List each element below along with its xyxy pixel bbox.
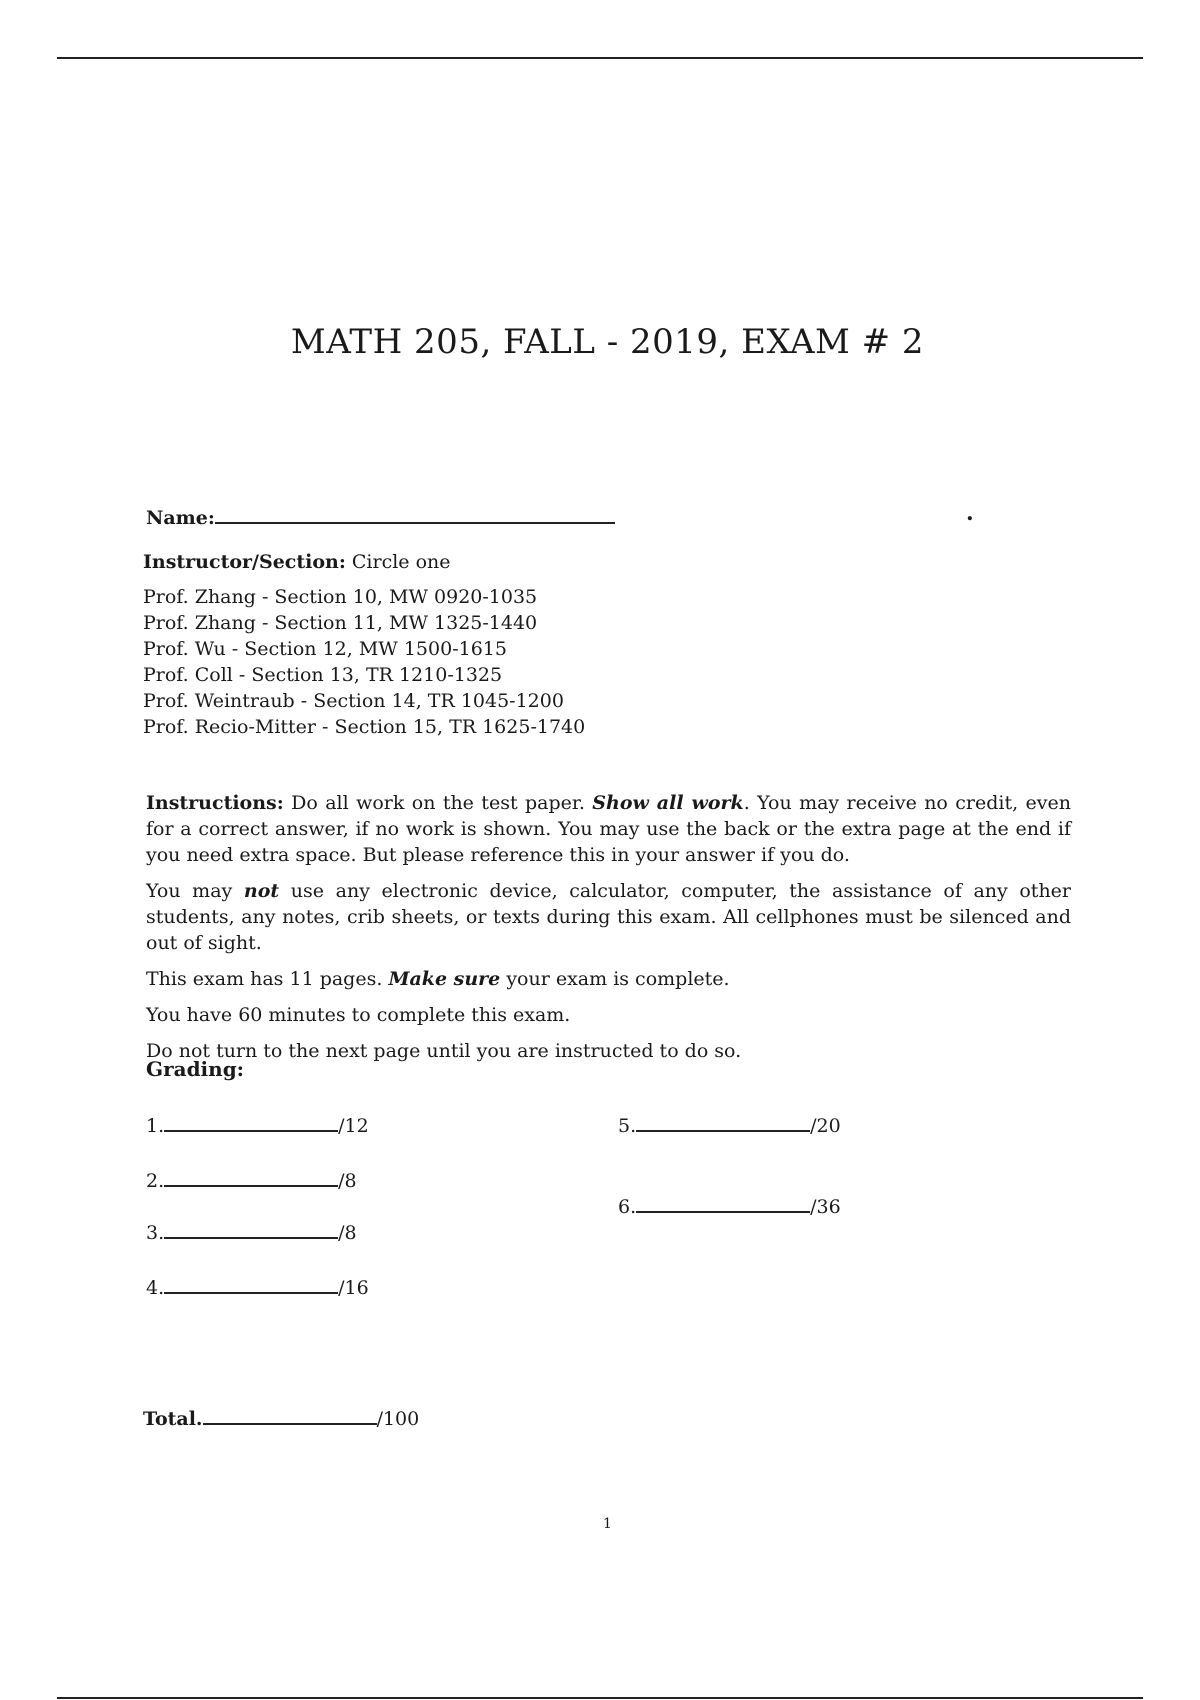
instructions-emphasis: not — [243, 880, 280, 902]
instructions-label: Instructions: — [146, 792, 284, 814]
instructor-section-row — [143, 549, 451, 575]
grade-max: /20 — [810, 1115, 841, 1137]
instructor-section-note: Circle one — [351, 551, 451, 573]
top-rule — [57, 57, 1143, 59]
bottom-rule — [57, 1697, 1143, 1699]
grade-max: /8 — [338, 1222, 357, 1244]
grade-row — [146, 1110, 369, 1137]
total-max: /100 — [376, 1408, 420, 1430]
grade-number: 4. — [146, 1277, 165, 1299]
grading-label: Grading: — [146, 1057, 245, 1081]
instructions-text: You may — [146, 880, 233, 902]
grade-number: 5. — [618, 1115, 637, 1137]
grade-row — [146, 1165, 357, 1192]
name-label: Name: — [146, 507, 215, 529]
instructor-section-label: Instructor/Section: — [143, 551, 346, 573]
instructions-paragraph-2 — [146, 878, 1071, 956]
page-number: 1 — [603, 1516, 612, 1532]
grade-number: 1. — [146, 1115, 165, 1137]
grade-max: /12 — [338, 1115, 369, 1137]
total-label: Total. — [143, 1408, 203, 1430]
grade-field[interactable] — [164, 1165, 338, 1187]
total-field[interactable] — [203, 1403, 377, 1425]
grade-field[interactable] — [164, 1217, 338, 1239]
section-option[interactable]: Prof. Weintraub - Section 14, TR 1045-1200 — [143, 690, 564, 712]
name-field[interactable] — [215, 500, 615, 524]
grade-number: 6. — [618, 1196, 637, 1218]
grade-row — [146, 1272, 369, 1299]
instructions-block — [146, 790, 1071, 1074]
grade-field[interactable] — [164, 1272, 338, 1294]
total-row — [143, 1403, 419, 1430]
name-row — [146, 500, 615, 531]
grade-number: 2. — [146, 1170, 165, 1192]
grade-max: /36 — [810, 1196, 841, 1218]
grade-row — [618, 1110, 841, 1137]
instructions-paragraph-5: Do not turn to the next page until you are instructed to do so. — [146, 1040, 742, 1062]
instructions-emphasis: Make sure — [388, 968, 501, 990]
instructions-paragraph-3 — [146, 966, 1071, 992]
section-option[interactable]: Prof. Wu - Section 12, MW 1500-1615 — [143, 638, 507, 660]
grade-max: /16 — [338, 1277, 369, 1299]
section-options — [143, 584, 585, 740]
name-trailing-mark: . — [966, 500, 974, 526]
instructions-text: use any electronic device, calculator, computer, the assistance of any other students, any notes, crib sheets, or texts during this exam. All cellphones must be silenced and out of sight. — [146, 880, 1072, 954]
instructions-text: your exam is complete. — [506, 968, 730, 990]
grade-row — [618, 1191, 841, 1218]
grade-max: /8 — [338, 1170, 357, 1192]
section-option[interactable]: Prof. Zhang - Section 11, MW 1325-1440 — [143, 612, 538, 634]
grade-field[interactable] — [636, 1110, 810, 1132]
grade-field[interactable] — [636, 1191, 810, 1213]
page-title: MATH 205, FALL - 2019, EXAM # 2 — [290, 322, 925, 362]
instructions-text: . You may receive no credit, even for a correct answer, if no work is shown. You may use the back or the extra page at the end if you need extra space. But please reference this in your answer if you do. — [146, 792, 1071, 866]
instructions-emphasis: Show all work — [592, 792, 744, 814]
section-option[interactable]: Prof. Zhang - Section 10, MW 0920-1035 — [143, 586, 538, 608]
instructions-paragraph-4: You have 60 minutes to complete this exam. — [146, 1004, 571, 1026]
instructions-text: This exam has 11 pages. — [146, 968, 383, 990]
instructions-paragraph-1 — [146, 790, 1071, 868]
section-option[interactable]: Prof. Coll - Section 13, TR 1210-1325 — [143, 664, 503, 686]
grade-field[interactable] — [164, 1110, 338, 1132]
grade-row — [146, 1217, 357, 1244]
instructions-text: Do all work on the test paper. — [291, 792, 585, 814]
section-option[interactable]: Prof. Recio-Mitter - Section 15, TR 1625-1740 — [143, 716, 586, 738]
grade-number: 3. — [146, 1222, 165, 1244]
